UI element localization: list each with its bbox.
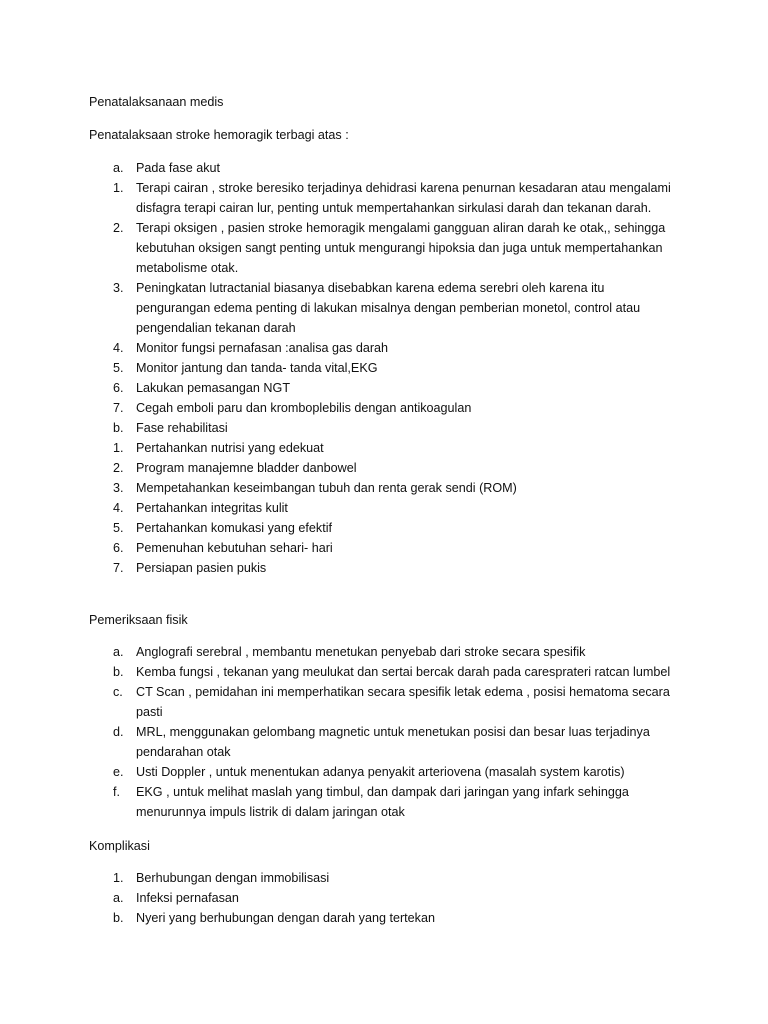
list-marker: 7. [113,401,124,415]
list-item-text-line: Mempetahankan keseimbangan tubuh dan renta gerak sendi (ROM) [136,481,517,495]
list-item-text-line: pendarahan otak [136,745,231,759]
intro-paragraph: Penatalaksaan stroke hemoragik terbagi atas : [89,128,349,142]
list-marker: 1. [113,181,124,195]
heading-pemeriksaan-fisik: Pemeriksaan fisik [89,613,188,627]
list-item-text-line: pasti [136,705,163,719]
list-item [89,762,689,782]
list-item [89,518,689,538]
list-marker: 5. [113,521,124,535]
list-item [89,458,689,478]
list-marker: e. [113,765,124,779]
list-marker: d. [113,725,124,739]
list-item [89,498,689,518]
list-marker: a. [113,891,124,905]
list-item-text-line: Cegah emboli paru dan kromboplebilis dengan antikoagulan [136,401,472,415]
examination-list [89,642,689,822]
list-item [89,538,689,558]
list-item [89,178,689,218]
list-item [89,722,689,762]
list-item-text-line: Program manajemne bladder danbowel [136,461,357,475]
list-item-text-line: Infeksi pernafasan [136,891,239,905]
list-item [89,218,689,278]
list-marker: 6. [113,541,124,555]
list-item-text-line: Terapi oksigen , pasien stroke hemoragik mengalami gangguan aliran darah ke otak,, sehingga [136,221,666,235]
list-item [89,378,689,398]
list-item-text-line: MRL, menggunakan gelombang magnetic untuk menetukan posisi dan besar luas terjadinya [136,725,650,739]
list-item [89,558,689,578]
list-item [89,278,689,338]
heading-komplikasi: Komplikasi [89,839,150,853]
list-item [89,418,689,438]
list-marker: 7. [113,561,124,575]
list-item-text-line: kebutuhan oksigen sangt penting untuk mengurangi hipoksia dan juga untuk mempertahankan [136,241,663,255]
list-marker: c. [113,685,123,699]
list-item [89,908,689,928]
treatment-list [89,158,689,578]
list-item [89,782,689,822]
list-item-text-line: menurunnya impuls listrik di dalam jaringan otak [136,805,405,819]
list-item-text-line: Monitor fungsi pernafasan :analisa gas darah [136,341,389,355]
list-marker: 3. [113,481,124,495]
list-marker: 1. [113,441,124,455]
list-item-text-line: Fase rehabilitasi [136,421,228,435]
list-marker: a. [113,161,124,175]
list-marker: b. [113,911,124,925]
list-item-text-line: Pertahankan integritas kulit [136,501,288,515]
list-item-text-line: pengendalian tekanan darah [136,321,296,335]
list-item-text-line: Monitor jantung dan tanda- tanda vital,EKG [136,361,378,375]
list-item [89,358,689,378]
list-item-text-line: pengurangan edema penting di lakukan misalnya dengan pemberian monetol, control atau [136,301,641,315]
list-item-text-line: Lakukan pemasangan NGT [136,381,291,395]
list-item-text-line: Nyeri yang berhubungan dengan darah yang tertekan [136,911,435,925]
heading-penatalaksanaan-medis: Penatalaksanaan medis [89,95,224,109]
list-item [89,398,689,418]
list-item-text-line: Pertahankan nutrisi yang edekuat [136,441,324,455]
list-item-text-line: metabolisme otak. [136,261,239,275]
list-marker: 2. [113,461,124,475]
list-marker: 5. [113,361,124,375]
list-item [89,438,689,458]
list-item [89,338,689,358]
list-item-text-line: Pertahankan komukasi yang efektif [136,521,333,535]
list-marker: 6. [113,381,124,395]
list-marker: b. [113,665,124,679]
list-item-text-line: CT Scan , pemidahan ini memperhatikan secara spesifik letak edema , posisi hematoma secara [136,685,670,699]
list-item [89,682,689,722]
list-marker: f. [113,785,120,799]
list-item-text-line: Persiapan pasien pukis [136,561,267,575]
list-marker: b. [113,421,124,435]
list-item [89,158,689,178]
list-item [89,868,689,888]
list-item [89,478,689,498]
complication-list [89,868,689,928]
list-item-text-line: Pemenuhan kebutuhan sehari- hari [136,541,333,555]
list-item-text-line: EKG , untuk melihat maslah yang timbul, dan dampak dari jaringan yang infark sehingga [136,785,629,799]
list-item [89,662,689,682]
list-item-text-line: Usti Doppler , untuk menentukan adanya penyakit arteriovena (masalah system karotis) [136,765,625,779]
list-item-text-line: Terapi cairan , stroke beresiko terjadinya dehidrasi karena penurnan kesadaran atau mengalami [136,181,671,195]
list-item-text-line: Kemba fungsi , tekanan yang meulukat dan sertai bercak darah pada caresprateri ratcan lumbel [136,665,671,679]
list-marker: a. [113,645,124,659]
list-item-text-line: Pada fase akut [136,161,221,175]
list-marker: 1. [113,871,124,885]
list-marker: 4. [113,341,124,355]
list-item-text-line: Berhubungan dengan immobilisasi [136,871,330,885]
list-marker: 4. [113,501,124,515]
list-marker: 3. [113,281,124,295]
list-item-text-line: Anglografi serebral , membantu menetukan penyebab dari stroke secara spesifik [136,645,586,659]
list-marker: 2. [113,221,124,235]
list-item [89,888,689,908]
list-item-text-line: Peningkatan lutractanial biasanya disebabkan karena edema serebri oleh karena itu [136,281,605,295]
list-item-text-line: disfagra terapi cairan lur, penting untuk mempertahankan sirkulasi darah dan tekanan darah. [136,201,652,215]
list-item [89,642,689,662]
